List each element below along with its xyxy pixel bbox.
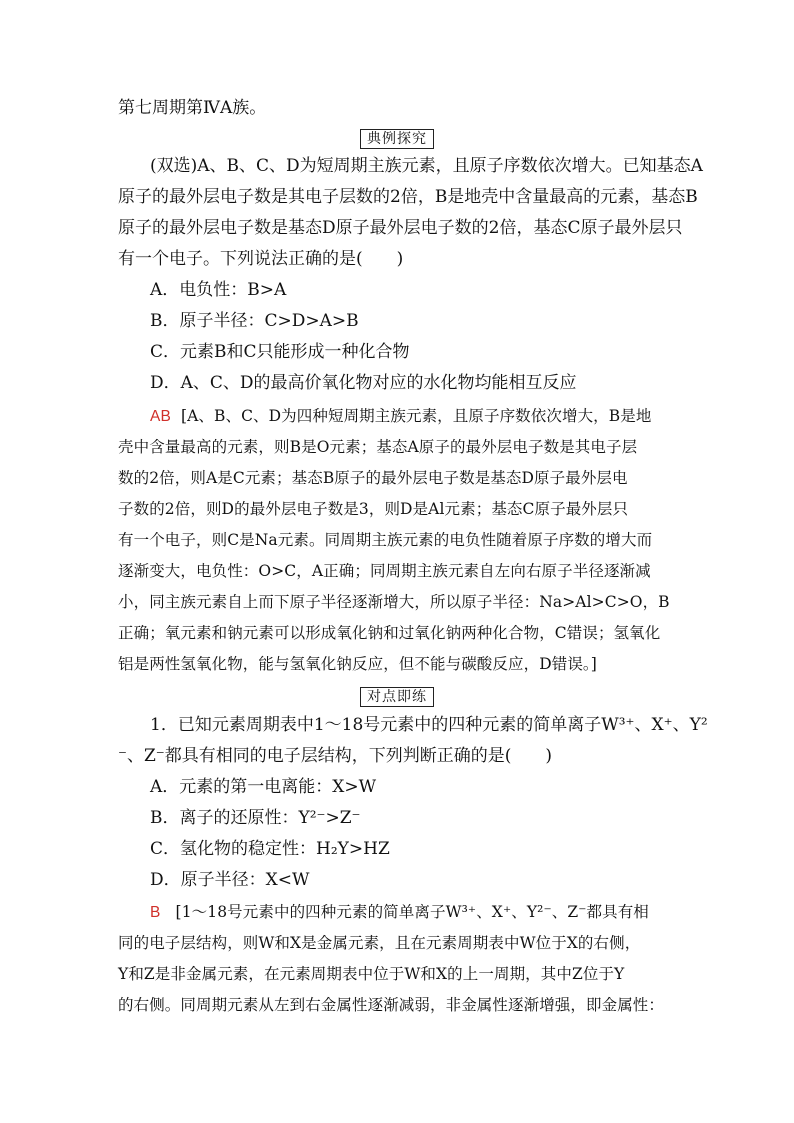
intro-line: 第七周期第ⅣA族。: [118, 98, 267, 118]
option-c: C．氢化物的稳定性：H₂Y>HZ: [150, 839, 390, 859]
answer-line: [150, 900, 649, 925]
option-b: B．离子的还原性：Y²⁻>Z⁻: [150, 808, 361, 828]
answer-line: 同的电子层结构，则W和X是金属元素，且在元素周期表中W位于X的右侧，: [118, 934, 641, 952]
answer-key: AB: [150, 408, 171, 425]
answer-key: B: [150, 904, 161, 921]
answer-line: 子数的2倍，则D的最外层电子数是3，则D是Al元素；基态C原子最外层只: [118, 500, 629, 518]
answer-text: [1～18号元素中的四种元素的简单离子W³⁺、X⁺、Y²⁻、Z⁻都具有相: [175, 903, 649, 921]
option-a: A．电负性：B>A: [150, 280, 287, 300]
question-line: 有一个电子。下列说法正确的是( ): [118, 249, 404, 269]
option-d: D．A、C、D的最高价氧化物对应的水化物均能相互反应: [150, 373, 577, 393]
answer-line: [150, 404, 651, 429]
option-d: D．原子半径：X<W: [150, 870, 310, 890]
question-line: (双选)A、B、C、D为短周期主族元素，且原子序数依次增大。已知基态A: [150, 156, 703, 176]
question-line: 1．已知元素周期表中1～18号元素中的四种元素的简单离子W³⁺、X⁺、Y²: [150, 715, 708, 735]
answer-line: 逐渐变大，电负性：O>C，A正确；同周期主族元素自左向右原子半径逐渐减: [118, 562, 651, 580]
section-header-examples: [0, 128, 794, 149]
section-header-label: 典例探究: [360, 129, 434, 149]
answer-text: [A、B、C、D为四种短周期主族元素，且原子序数依次增大，B是地: [180, 407, 652, 425]
answer-line: 小，同主族元素自上而下原子半径逐渐增大，所以原子半径：Na>Al>C>O，B: [118, 593, 670, 611]
answer-line: Y和Z是非金属元素，在元素周期表中位于W和X的上一周期，其中Z位于Y: [118, 965, 625, 983]
option-b: B．原子半径：C>D>A>B: [150, 311, 359, 331]
option-a: A．元素的第一电离能：X>W: [150, 777, 377, 797]
section-header-practice: [0, 686, 794, 707]
question-line: 原子的最外层电子数是基态D原子最外层电子数的2倍，基态C原子最外层只: [118, 218, 683, 238]
answer-line: 有一个电子，则C是Na元素。同周期主族元素的电负性随着原子序数的增大而: [118, 531, 653, 549]
question-line: ⁻、Z⁻都具有相同的电子层结构，下列判断正确的是( ): [118, 746, 553, 766]
question-line: 原子的最外层电子数是其电子层数的2倍，B是地壳中含量最高的元素，基态B: [118, 187, 698, 207]
answer-line: 壳中含量最高的元素，则B是O元素；基态A原子的最外层电子数是其电子层: [118, 438, 638, 456]
answer-line: 数的2倍，则A是C元素；基态B原子的最外层电子数是基态D原子最外层电: [118, 469, 628, 487]
answer-line: 的右侧。同周期元素从左到右金属性逐渐减弱，非金属性逐渐增强，即金属性：: [118, 996, 665, 1014]
section-header-label: 对点即练: [360, 687, 434, 707]
option-c: C．元素B和C只能形成一种化合物: [150, 342, 410, 362]
answer-line: 铝是两性氢氧化物，能与氢氧化钠反应，但不能与碳酸反应，D错误。]: [118, 655, 597, 673]
answer-line: 正确；氧元素和钠元素可以形成氧化钠和过氧化钠两种化合物，C错误；氢氧化: [118, 624, 661, 642]
